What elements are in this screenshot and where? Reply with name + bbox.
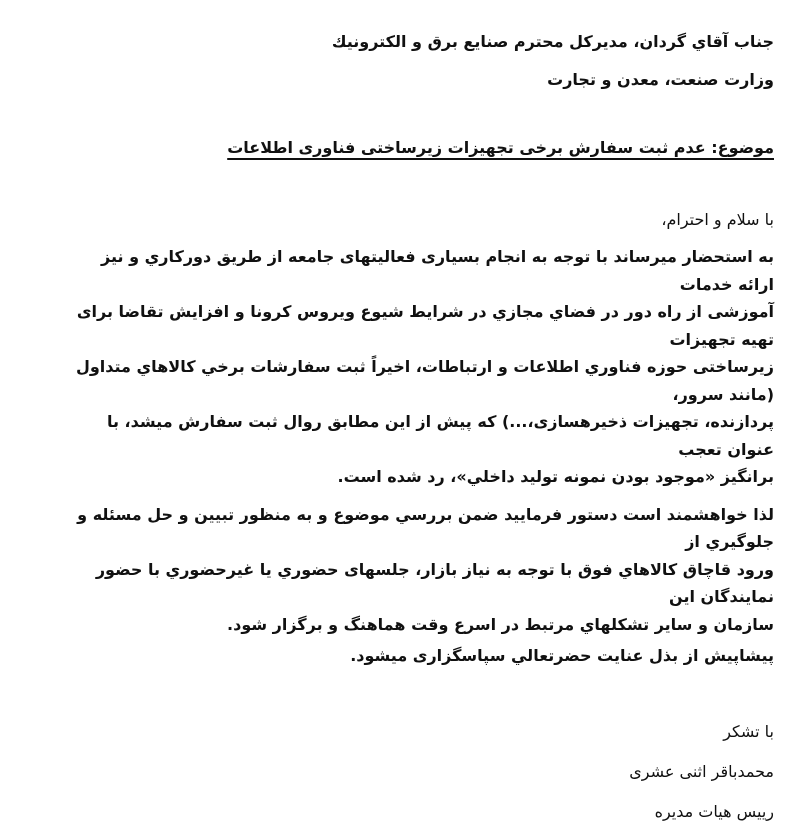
signature-name: محمدباقر اثنی عشری — [629, 762, 774, 781]
paragraph-line: ورود قاچاق کالاهاي فوق با توجه به نیاز بازار، جلسهای حضوري یا غیرحضوري با حضور نمایندگان این — [95, 559, 774, 606]
recipient-line-2: وزارت صنعت، معدن و تجارت — [547, 70, 774, 89]
recipient-block — [60, 23, 774, 99]
signature-block — [60, 712, 774, 832]
paragraph-line: سازمان و سایر تشکلهاي مرتبط در اسرع وقت هماهنگ و برگزار شود. — [227, 614, 774, 634]
paragraph-line: برانگیز «موجود بودن نمونه تولید داخلي»، رد شده است. — [337, 467, 774, 486]
signature-thanks: با تشکر — [723, 722, 774, 741]
closing-line: پیشاپیش از بذل عنایت حضرتعالي سپاسگزاری میشود. — [350, 646, 774, 665]
subject-line — [60, 134, 774, 162]
body-paragraph-1 — [60, 243, 774, 491]
salutation: با سلام و احترام، — [661, 210, 774, 229]
body-paragraph-2 — [60, 501, 774, 639]
paragraph-line: آموزشی از راه دور در فضاي مجازي در شرایط شیوع ویروس کرونا و افزایش تقاضا برای تهیه تجهیزات — [76, 302, 774, 349]
paragraph-line: زیرساختی حوزه فناوري اطلاعات و ارتباطات، اخیراً ثبت سفارشات برخي کالاهاي متداول (مانند سرور، — [75, 357, 774, 404]
subject-text: موضوع: عدم ثبت سفارش برخی تجهیزات زیرساختی فناوری اطلاعات — [227, 138, 774, 157]
paragraph-line: پردازنده، تجهیزات ذخیرهسازی،...) که پیش از این مطابق روال ثبت سفارش میشد، با عنوان تعجب — [106, 412, 774, 459]
signature-title: رییس هیات مدیره — [654, 802, 774, 821]
paragraph-line: لذا خواهشمند است دستور فرمایید ضمن بررسي موضوع و به منظور تبیین و حل مسئله و جلوگیري از — [77, 504, 774, 551]
paragraph-line: به استحضار میرساند با توجه به انجام بسیاری فعالیتهای جامعه از طریق دورکاري و نیز ارائه خدمات — [101, 247, 774, 294]
recipient-line-1: جناب آقاي گردان، مديركل محترم صنايع برق و الكترونيك — [331, 32, 774, 51]
